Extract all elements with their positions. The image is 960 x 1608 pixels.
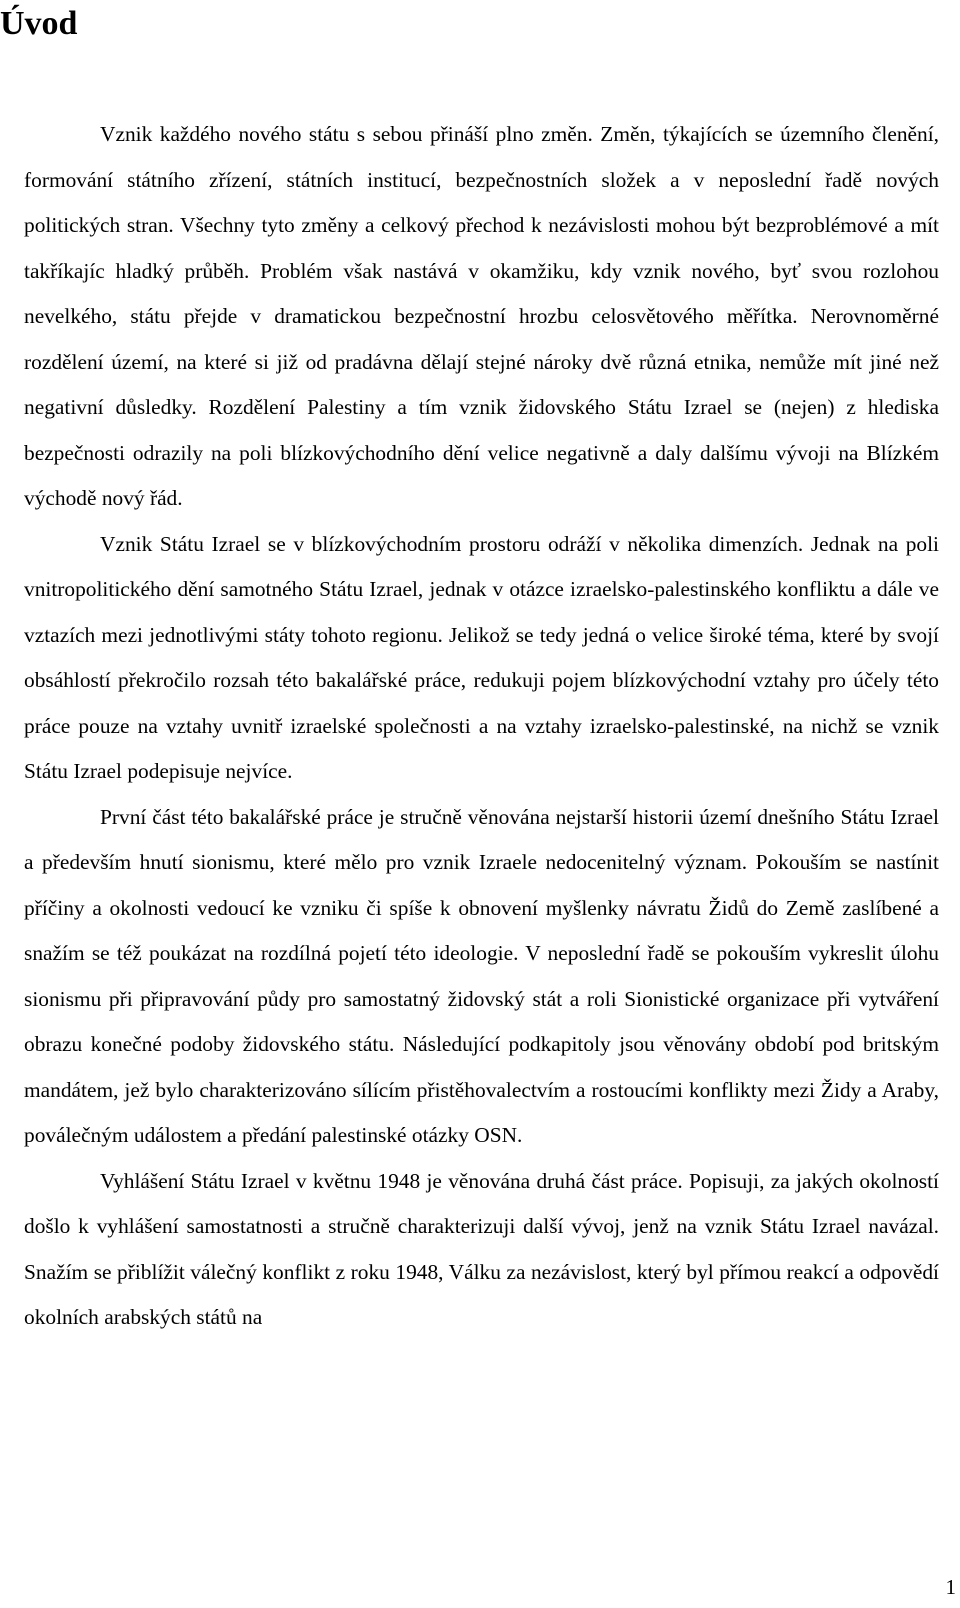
paragraph: První část této bakalářské práce je stručně věnována nejstarší historii území dnešního Státu Izrael a především hnutí sionismu, které mělo pro vznik Izraele nedocenitelný význam. Pokouším se nastínit příčiny a okolnosti vedoucí ke vzniku či spíše k obnovení myšlenky návratu Židů do Země zaslíbené a snažím se též poukázat na rozdílná pojetí této ideologie. V neposlední řadě se pokouším vykreslit úlohu sionismu při připravování půdy pro samostatný židovský stát a roli Sionistické organizace při vytváření obrazu konečné podoby židovského státu. Následující podkapitoly jsou věnovány období pod britským mandátem, jež bylo charakterizováno sílícím přistěhovalectvím a rostoucími konflikty mezi Židy a Araby, poválečným událostem a předání palestinské otázky OSN. bbox=[24, 804, 939, 1147]
page-title: Úvod bbox=[0, 5, 78, 42]
page-number: 1 bbox=[945, 1575, 956, 1599]
paragraph: Vyhlášení Státu Izrael v květnu 1948 je věnována druhá část práce. Popisuji, za jakých okolností došlo k vyhlášení samostatnosti a stručně charakterizuji další vývoj, jenž na vznik Státu Izrael navázal. Snažím se přiblížit válečný konflikt z roku 1948, Válku za nezávislost, který byl přímou reakcí a odpovědí okolních arabských států na bbox=[24, 1168, 939, 1329]
paragraph: Vznik každého nového státu s sebou přináší plno změn. Změn, týkajících se územního členění, formování státního zřízení, státních institucí, bezpečnostních složek a v neposlední řadě nových politických stran. Všechny tyto změny a celkový přechod k nezávislosti mohou být bezproblémové a mít takříkajíc hladký průběh. Problém však nastává v okamžiku, kdy vznik nového, byť svou rozlohou nevelkého, státu přejde v dramatickou bezpečnostní hrozbu celosvětového měřítka. Nerovnoměrné rozdělení území, na které si již od pradávna dělají stejné nároky dvě různá etnika, nemůže mít jiné než negativní důsledky. Rozdělení Palestiny a tím vznik židovského Státu Izrael se (nejen) z hlediska bezpečnosti odrazily na poli blízkovýchodního dění velice negativně a daly dalšímu vývoji na Blízkém východě nový řád. bbox=[24, 122, 939, 510]
document-body bbox=[24, 112, 939, 1341]
paragraph: Vznik Státu Izrael se v blízkovýchodním prostoru odráží v několika dimenzích. Jednak na poli vnitropolitického dění samotného Státu Izrael, jednak v otázce izraelsko-palestinského konfliktu a dále ve vztazích mezi jednotlivými státy tohoto regionu. Jelikož se tedy jedná o velice široké téma, které by svojí obsáhlostí překročilo rozsah této bakalářské práce, redukuji pojem blízkovýchodní vztahy pro účely této práce pouze na vztahy uvnitř izraelské společnosti a na vztahy izraelsko-palestinské, na nichž se vznik Státu Izrael podepisuje nejvíce. bbox=[24, 531, 939, 783]
